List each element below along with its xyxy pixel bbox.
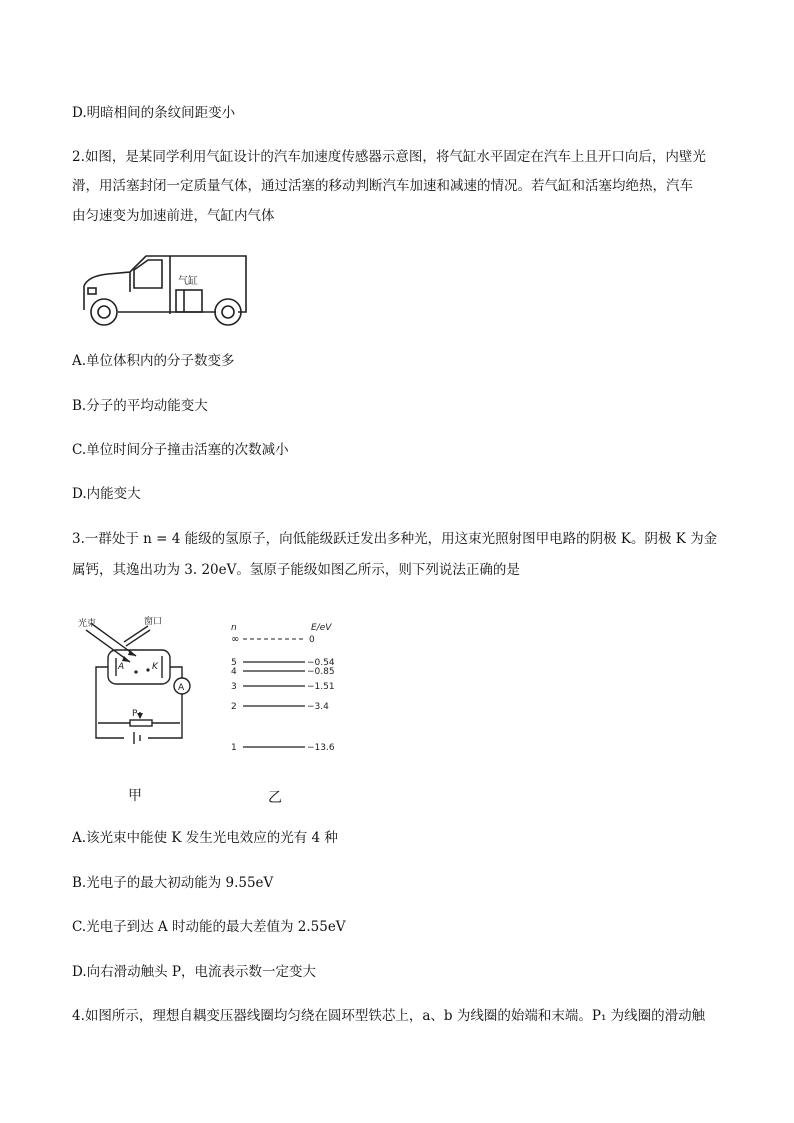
window-label: 窗口 — [144, 617, 163, 627]
energy-levels — [231, 634, 335, 753]
energy-level-diagram — [225, 618, 355, 758]
energy-level — [231, 634, 315, 645]
q3-option-c: C.光电子到达 A 时动能的最大差值为 2.55eV — [72, 919, 346, 935]
caption-yi: 乙 — [268, 790, 282, 806]
ammeter-label: A — [178, 683, 185, 693]
q3-option-a: A.该光束中能使 K 发生光电效应的光有 4 种 — [72, 830, 338, 846]
level-energy: −13.6 — [307, 743, 335, 753]
energy-level — [231, 667, 335, 677]
q2-option-a: A.单位体积内的分子数变多 — [72, 353, 235, 369]
q2-option-d: D.内能变大 — [72, 486, 141, 502]
circuit-figure — [78, 612, 198, 757]
q3-option-d: D.向右滑动触头 P，电流表示数一定变大 — [72, 964, 317, 980]
level-n: 5 — [231, 658, 237, 668]
q2-stem-line2: 滑，用活塞封闭一定质量气体，通过活塞的移动判断汽车加速和减速的情况。若气缸和活塞均绝热，汽车 — [72, 178, 693, 194]
q2-option-b: B.分子的平均动能变大 — [72, 398, 208, 414]
q3-stem-line1: 3.一群处于 n = 4 能级的氢原子，向低能级跃迁发出多种光，用这束光照射图甲电路的阴极 K。阴极 K 为金 — [72, 531, 718, 547]
caption-jia: 甲 — [128, 788, 142, 804]
q2-stem-line3: 由匀速变为加速前进，气缸内气体 — [72, 208, 275, 224]
e-header: E/eV — [311, 623, 332, 633]
q4-stem-line1: 4.如图所示，理想自耦变压器线圈均匀绕在圆环型铁芯上，a、b 为线圈的始端和末端。P₁ 为线圈的滑动触 — [72, 1008, 706, 1024]
slider-label: P — [132, 709, 138, 719]
energy-level — [231, 682, 335, 692]
light-beam-label: 光束 — [78, 619, 97, 629]
q1-option-d: D.明暗相间的条纹间距变小 — [72, 105, 236, 121]
cylinder-label: 气缸 — [178, 276, 198, 287]
photoelectric-circuit — [78, 612, 198, 757]
energy-level — [231, 743, 335, 753]
level-energy: −3.4 — [307, 702, 329, 712]
level-n: 2 — [231, 702, 237, 712]
n-header: n — [231, 623, 237, 633]
level-energy: −0.54 — [307, 658, 335, 668]
energy-level — [231, 702, 329, 712]
level-energy: −1.51 — [307, 682, 335, 692]
anode-label: A — [118, 662, 125, 672]
q2-stem-line1: 2.如图，是某同学利用气缸设计的汽车加速度传感器示意图，将气缸水平固定在汽车上且开口向后，内壁光 — [72, 149, 706, 165]
truck-figure — [78, 252, 258, 332]
level-n: 4 — [231, 667, 237, 677]
level-n: 1 — [231, 743, 237, 753]
level-n: 3 — [231, 682, 237, 692]
energy-level-figure — [225, 618, 355, 758]
level-energy: −0.85 — [307, 667, 335, 677]
q3-stem-line2: 属钙，其逸出功为 3. 20eV。氢原子能级如图乙所示，则下列说法正确的是 — [72, 562, 520, 578]
q3-option-b: B.光电子的最大初动能为 9.55eV — [72, 875, 274, 891]
q2-option-c: C.单位时间分子撞击活塞的次数减小 — [72, 442, 289, 458]
truck-diagram — [78, 252, 258, 332]
level-energy: 0 — [309, 635, 315, 645]
level-n: ∞ — [231, 634, 240, 645]
cathode-label: K — [152, 662, 158, 672]
